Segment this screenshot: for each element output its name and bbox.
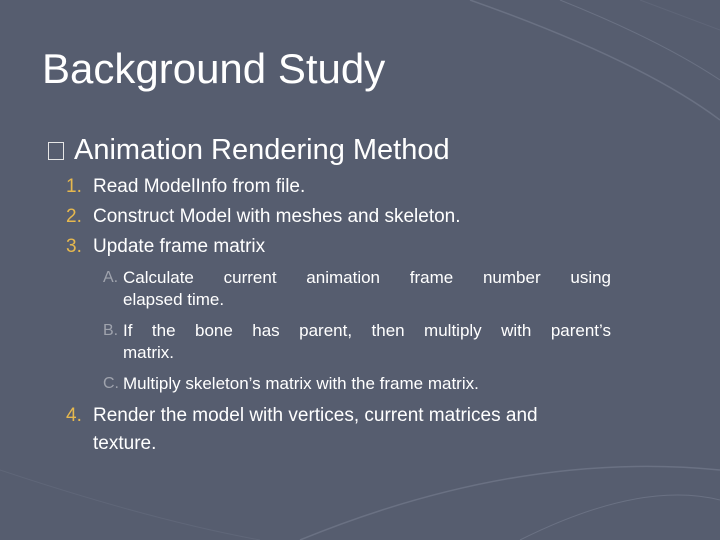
section-heading [48, 132, 450, 168]
sub-list-item-letter: B. [103, 322, 119, 339]
page-title: Background Study [42, 45, 386, 92]
sub-list-item [103, 320, 611, 364]
square-bullet-icon [48, 142, 64, 160]
sub-list-item [103, 373, 611, 395]
list-item-text: Construct Model with meshes and skeleton. [93, 206, 461, 227]
list-item [66, 402, 626, 458]
list-item-line2: texture. [93, 433, 157, 454]
sub-list-item-line2: matrix. [123, 343, 174, 362]
sub-list-item-line2: elapsed time. [123, 290, 225, 309]
section-heading-text: Animation Rendering Method [74, 134, 450, 166]
sub-list-item-line1: If the bone has parent, then multiply with parent’s [123, 321, 611, 340]
list-item-number: 1. [66, 176, 82, 197]
sub-list-item-line1: Multiply skeleton’s matrix with the frame matrix. [123, 374, 479, 393]
sub-list-item-letter: C. [103, 375, 119, 392]
sub-list-item [103, 267, 611, 311]
list-item-text: Update frame matrix [93, 236, 266, 257]
list-item-line1: Render the model with vertices, current matrices and [93, 405, 538, 426]
sub-list-item-letter: A. [103, 269, 119, 286]
list-item-number: 3. [66, 236, 82, 257]
list-item-text: Read ModelInfo from file. [93, 176, 306, 197]
list-item-number: 4. [66, 405, 82, 426]
sub-list-item-line1: Calculate current animation frame number using [123, 268, 611, 287]
list-item-number: 2. [66, 206, 82, 227]
